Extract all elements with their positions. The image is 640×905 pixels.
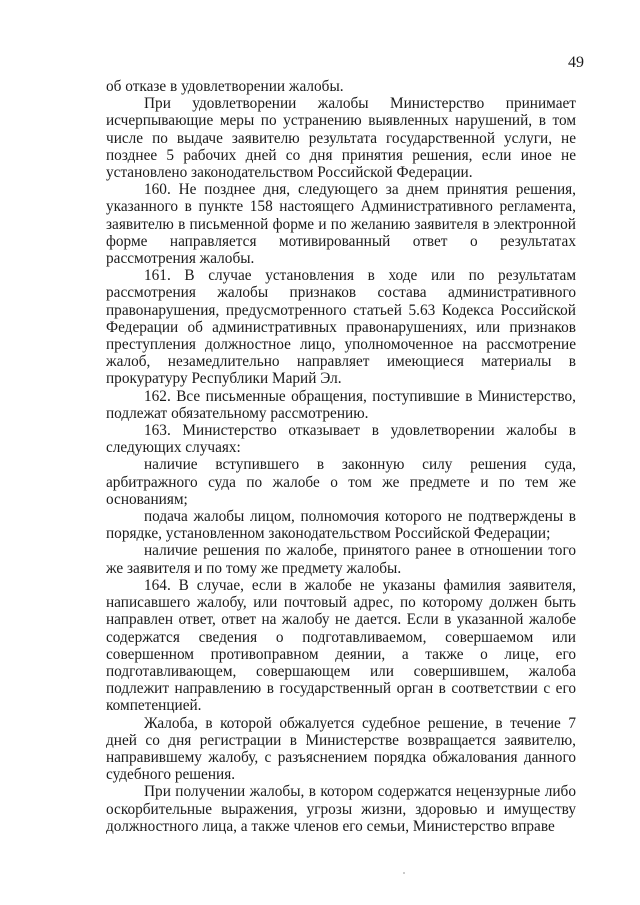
refusal-case-unconfirmed-authority: подача жалобы лицом, полномочия которого не подтверждены в порядке, установленном законодательством Российской Федерации; — [106, 508, 576, 543]
paragraph-satisfaction-measures: При удовлетворении жалобы Министерство принимает исчерпывающие меры по устранению выявленных нарушений, в том числе по выдаче заявителю результата государственной услуги, не позднее 5 рабочих дней со дня принятия решения, если иное не установлено законодательством Российской Федерации. — [106, 95, 576, 182]
refusal-case-court-decision: наличие вступившего в законную силу решения суда, арбитражного суда по жалобе о том же предмете и по тем же основаниям; — [106, 456, 576, 508]
paragraph-162: 162. Все письменные обращения, поступившие в Министерство, подлежат обязательному рассмотрению. — [106, 387, 576, 422]
paragraph-offensive-complaint: При получении жалобы, в котором содержатся нецензурные либо оскорбительные выражения, угрозы жизни, здоровью и имуществу должностного лица, а также членов его семьи, Министерство вправе — [106, 783, 576, 835]
document-body — [106, 78, 576, 835]
paragraph-continuation: об отказе в удовлетворении жалобы. — [106, 78, 344, 95]
paragraph-161: 161. В случае установления в ходе или по результатам рассмотрения жалобы признаков состава административного правонарушения, предусмотренного статьей 5.63 Кодекса Российской Федерации об административных правонарушениях, или признаков преступления должностное лицо, уполномоченное на рассмотрение жалоб, незамедлительно направляет имеющиеся материалы в прокуратуру Республики Марий Эл. — [106, 267, 576, 388]
paragraph-164: 164. В случае, если в жалобе не указаны фамилия заявителя, написавшего жалобу, или почтовый адрес, по которому должен быть направлен ответ, ответ на жалобу не дается. Если в указанной жалобе содержатся сведения о подготавливаемом, совершаемом или совершенном противоправном деянии, а также о лице, его подготавливающем, совершающем или совершившем, жалоба подлежит направлению в государственный орган в соответствии с его компетенцией. — [106, 576, 576, 715]
paragraph-court-decision-complaint: Жалоба, в которой обжалуется судебное решение, в течение 7 дней со дня регистрации в Министерстве возвращается заявителю, направившему жалобу, с разъяснением порядка обжалования данного судебного решения. — [106, 714, 576, 784]
page-number: 49 — [568, 54, 584, 71]
scan-speck — [403, 872, 405, 874]
refusal-case-prior-decision: наличие решения по жалобе, принятого ранее в отношении того же заявителя и по тому же предмету жалобы. — [106, 542, 576, 577]
paragraph-160: 160. Не позднее дня, следующего за днем принятия решения, указанного в пункте 158 настоящего Административного регламента, заявителю в письменной форме и по желанию заявителя в электронной форме направляется мотивированный ответ о результатах рассмотрения жалобы. — [106, 181, 576, 268]
paragraph-163: 163. Министерство отказывает в удовлетворении жалобы в следующих случаях: — [106, 422, 576, 457]
